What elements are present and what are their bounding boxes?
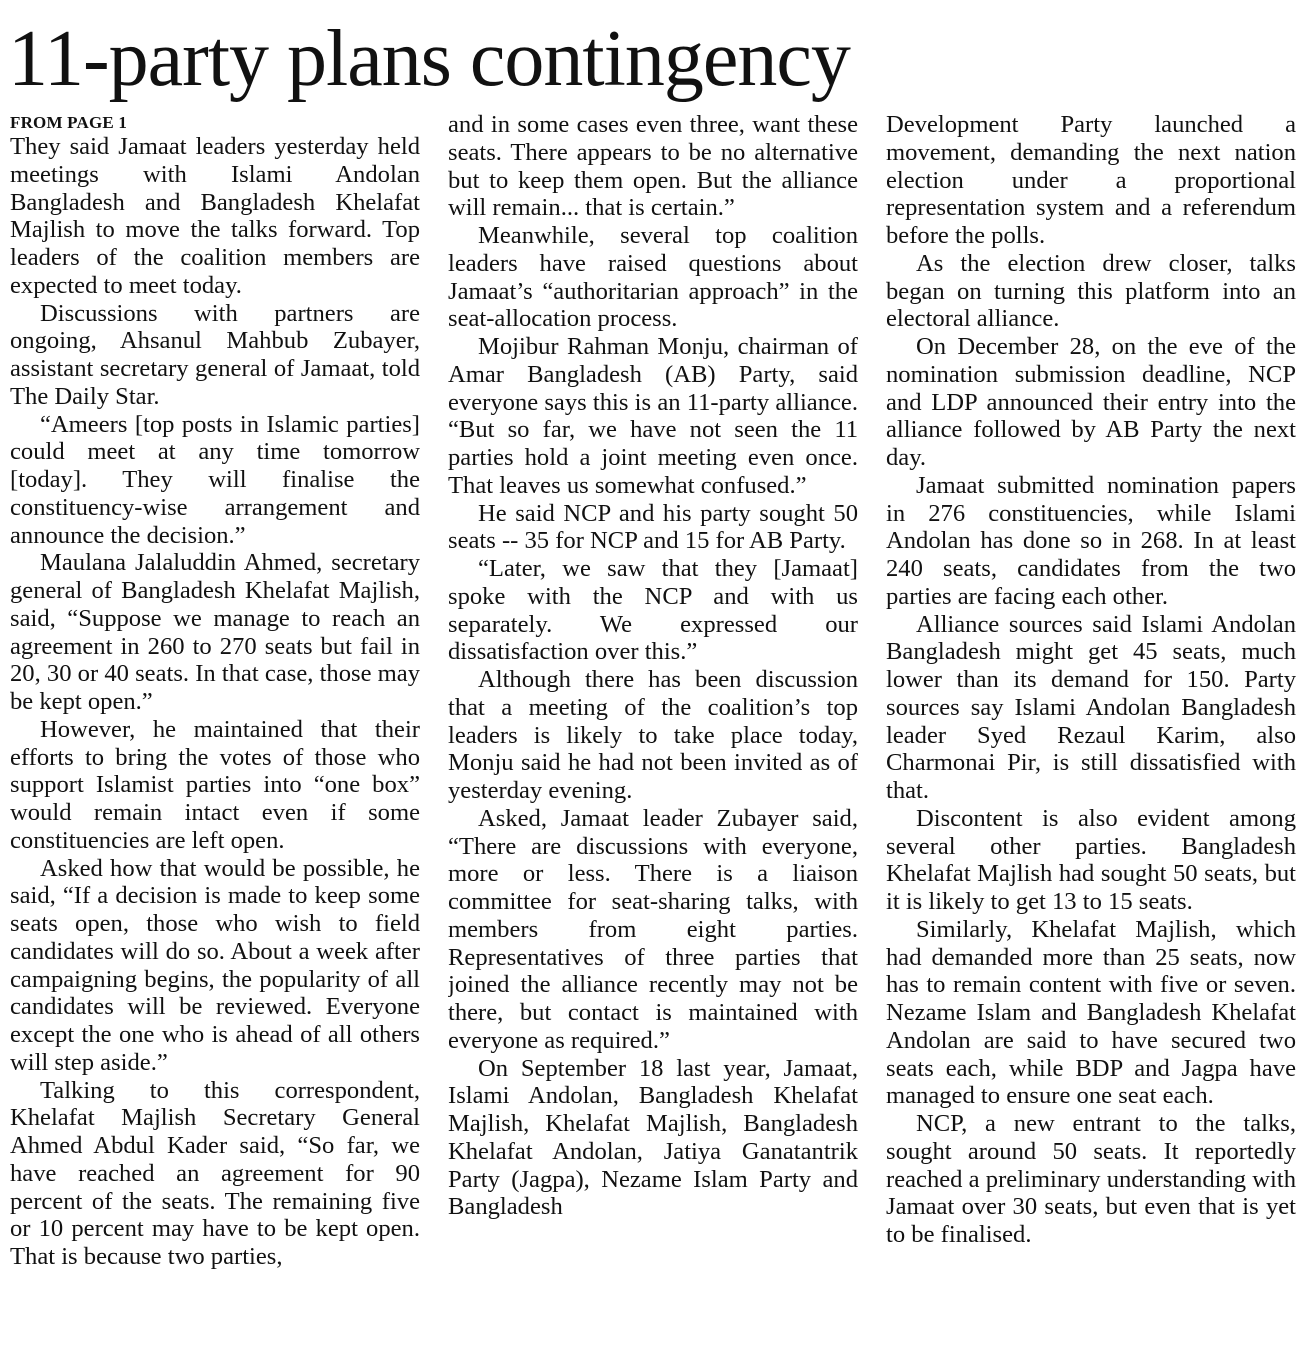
- paragraph: Asked, Jamaat leader Zubayer said, “There are discussions with everyone, more or less. There is a liaison committee for seat-sharing talks, with members from eight parties. Representatives of three parties that joined the alliance recently may not be there, but contact is maintained with everyone as required.”: [448, 804, 858, 1054]
- paragraph: Mojibur Rahman Monju, chairman of Amar Bangladesh (AB) Party, said everyone says this is an 11-party alliance. “But so far, we have not seen the 11 parties hold a joint meeting even once. That leaves us somewhat confused.”: [448, 333, 858, 499]
- kicker-from-page: FROM PAGE 1: [10, 113, 128, 132]
- paragraph: “Ameers [top posts in Islamic parties] could meet at any time tomorrow [today]. They will finalise the constituency-wise arrangement and announce the decision.”: [10, 410, 420, 549]
- paragraph: As the election drew closer, talks began on turning this platform into an electoral alliance.: [886, 249, 1296, 333]
- paragraph: He said NCP and his party sought 50 seats -- 35 for NCP and 15 for AB Party.: [448, 499, 858, 555]
- paragraph: On December 28, on the eve of the nomination submission deadline, NCP and LDP announced their entry into the alliance followed by AB Party the next day.: [886, 333, 1296, 471]
- paragraph-continued: Development Party launched a movement, demanding the next nation election under a proportional representation system and a referendum before the polls.: [886, 111, 1296, 249]
- headline: 11-party plans contingency: [8, 15, 850, 103]
- paragraph: Alliance sources said Islami Andolan Bangladesh might get 45 seats, much lower than its demand for 150. Party sources say Islami Andolan Bangladesh leader Syed Rezaul Karim, also Charmonai Pir, is still dissatisfied with that.: [886, 610, 1296, 804]
- paragraph: “Later, we saw that they [Jamaat] spoke with the NCP and with us separately. We expressed our dissatisfaction over this.”: [448, 555, 858, 666]
- paragraph: On September 18 last year, Jamaat, Islami Andolan, Bangladesh Khelafat Majlish, Khelafat Majlish, Bangladesh Khelafat Andolan, Jatiya Ganatantrik Party (Jagpa), Nezame Islam Party and Bangladesh: [448, 1054, 858, 1221]
- paragraph: However, he maintained that their efforts to bring the votes of those who support Islamist parties into “one box” would remain intact even if some constituencies are left open.: [10, 715, 420, 854]
- paragraph: Maulana Jalaluddin Ahmed, secretary general of Bangladesh Khelafat Majlish, said, “Suppose we manage to reach an agreement in 260 to 270 seats but fail in 20, 30 or 40 seats. In that case, those may be kept open.”: [10, 549, 420, 715]
- paragraph-continued: and in some cases even three, want these seats. There appears to be no alternative but to keep them open. But the alliance will remain... that is certain.”: [448, 111, 858, 222]
- paragraph: Although there has been discussion that a meeting of the coalition’s top leaders is likely to take place today, Monju said he had not been invited as of yesterday evening.: [448, 666, 858, 804]
- paragraph: Meanwhile, several top coalition leaders have raised questions about Jamaat’s “authoritarian approach” in the seat-allocation process.: [448, 222, 858, 333]
- article-column-1: [10, 111, 420, 1336]
- paragraph: Asked how that would be possible, he said, “If a decision is made to keep some seats open, those who wish to field candidates will do so. About a week after campaigning begins, the popularity of all candidates will be reviewed. Everyone except the one who is ahead of all others will step aside.”: [10, 854, 420, 1076]
- paragraph: Similarly, Khelafat Majlish, which had demanded more than 25 seats, now has to remain content with five or seven. Nezame Islam and Bangladesh Khelafat Andolan are said to have secured two seats each, while BDP and Jagpa have managed to ensure one seat each.: [886, 915, 1296, 1110]
- paragraph: They said Jamaat leaders yesterday held meetings with Islami Andolan Bangladesh and Bangladesh Khelafat Majlish to move the talks forward. Top leaders of the coalition members are expected to meet today.: [10, 133, 420, 299]
- paragraph: Talking to this correspondent, Khelafat Majlish Secretary General Ahmed Abdul Kader said, “So far, we have reached an agreement for 90 percent of the seats. The remaining five or 10 percent may have to be kept open. That is because two parties,: [10, 1076, 420, 1270]
- paragraph: Discussions with partners are ongoing, Ahsanul Mahbub Zubayer, assistant secretary general of Jamaat, told The Daily Star.: [10, 299, 420, 410]
- article-column-3: [886, 111, 1296, 1336]
- article-column-2: [448, 111, 858, 1336]
- paragraph: Jamaat submitted nomination papers in 276 constituencies, while Islami Andolan has done so in 268. In at least 240 seats, candidates from the two parties are facing each other.: [886, 471, 1296, 610]
- paragraph: Discontent is also evident among several other parties. Bangladesh Khelafat Majlish had sought 50 seats, but it is likely to get 13 to 15 seats.: [886, 804, 1296, 915]
- paragraph: NCP, a new entrant to the talks, sought around 50 seats. It reportedly reached a preliminary understanding with Jamaat over 30 seats, but even that is yet to be finalised.: [886, 1110, 1296, 1248]
